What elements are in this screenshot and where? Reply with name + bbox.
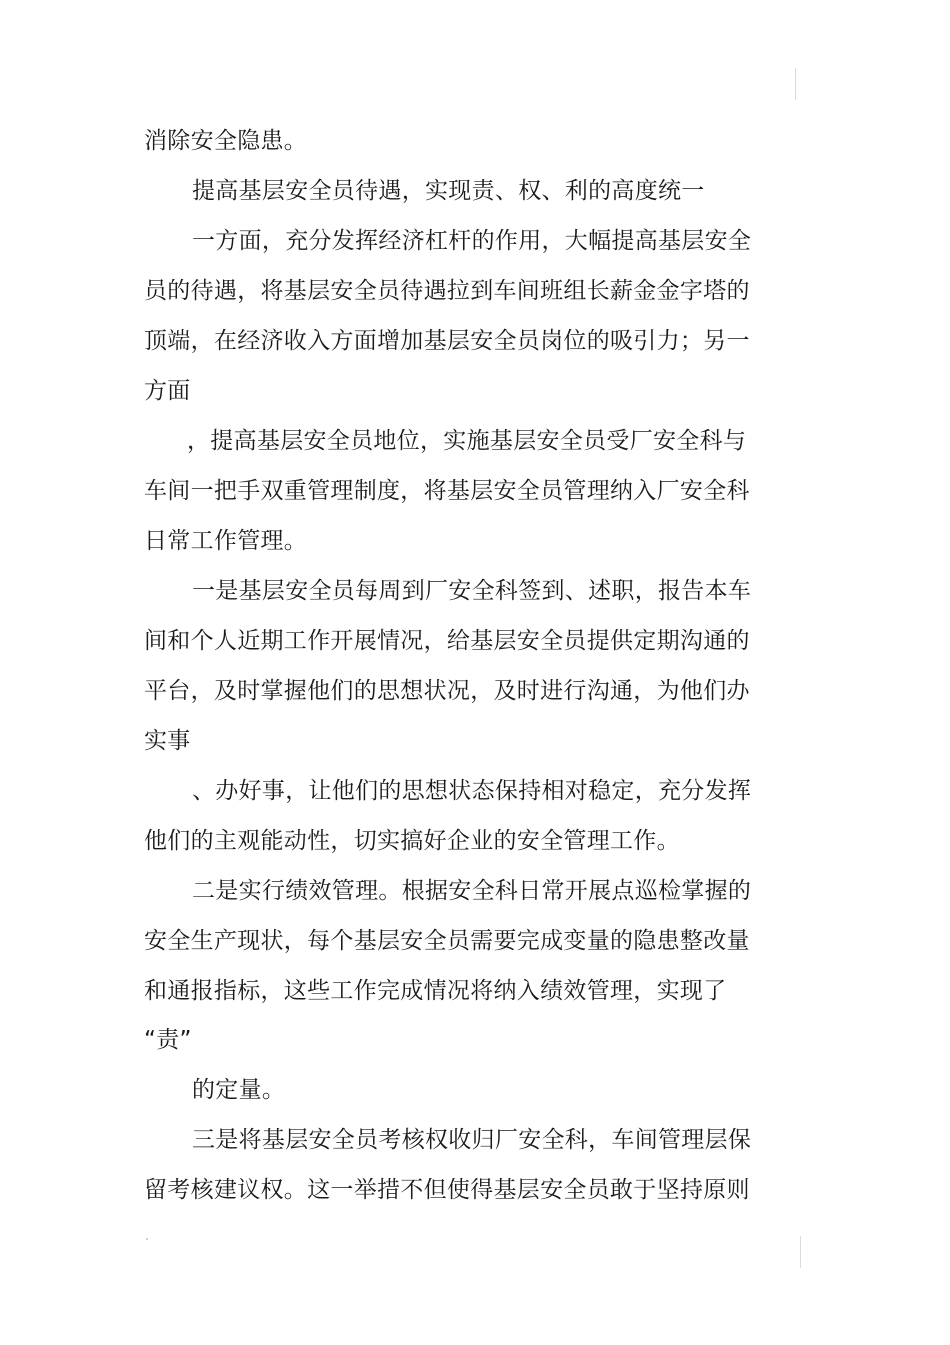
page-edge-mark-bottom xyxy=(800,1236,801,1268)
text-line: 日常工作管理。 xyxy=(144,528,308,554)
text-line: 三是将基层安全员考核权收归厂安全科，车间管理层保 xyxy=(192,1127,752,1153)
text-line: 消除安全隐患。 xyxy=(144,128,308,154)
page-edge-mark-top xyxy=(795,68,796,100)
text-line: 二是实行绩效管理。根据安全科日常开展点巡检掌握的 xyxy=(192,878,752,904)
text-line: 留考核建议权。这一举措不但使得基层安全员敢于坚持原则 xyxy=(144,1177,750,1203)
text-line: 一是基层安全员每周到厂安全科签到、述职，报告本车 xyxy=(192,578,752,604)
page-dot-mark xyxy=(146,1238,148,1240)
text-line: 员的待遇，将基层安全员待遇拉到车间班组长薪金金字塔的 xyxy=(144,278,750,304)
text-line: 、办好事，让他们的思想状态保持相对稳定，充分发挥 xyxy=(192,778,752,804)
text-line: “责” xyxy=(144,1027,192,1053)
text-line: 间和个人近期工作开展情况，给基层安全员提供定期沟通的 xyxy=(144,628,750,654)
text-line: 的定量。 xyxy=(192,1077,286,1103)
text-line: 他们的主观能动性，切实搞好企业的安全管理工作。 xyxy=(144,828,680,854)
text-line: 和通报指标，这些工作完成情况将纳入绩效管理，实现了 xyxy=(144,978,727,1004)
text-line: ，提高基层安全员地位，实施基层安全员受厂安全科与 xyxy=(187,428,747,454)
text-line: 一方面，充分发挥经济杠杆的作用，大幅提高基层安全 xyxy=(192,228,752,254)
text-line: 顶端，在经济收入方面增加基层安全员岗位的吸引力；另一 xyxy=(144,328,750,354)
section-heading: 提高基层安全员待遇，实现责、权、利的高度统一 xyxy=(192,178,705,204)
text-line: 实事 xyxy=(144,728,191,754)
text-line: 方面 xyxy=(144,378,191,404)
text-line: 安全生产现状，每个基层安全员需要完成变量的隐患整改量 xyxy=(144,928,750,954)
text-line: 车间一把手双重管理制度，将基层安全员管理纳入厂安全科 xyxy=(144,478,750,504)
text-line: 平台，及时掌握他们的思想状况，及时进行沟通，为他们办 xyxy=(144,678,750,704)
